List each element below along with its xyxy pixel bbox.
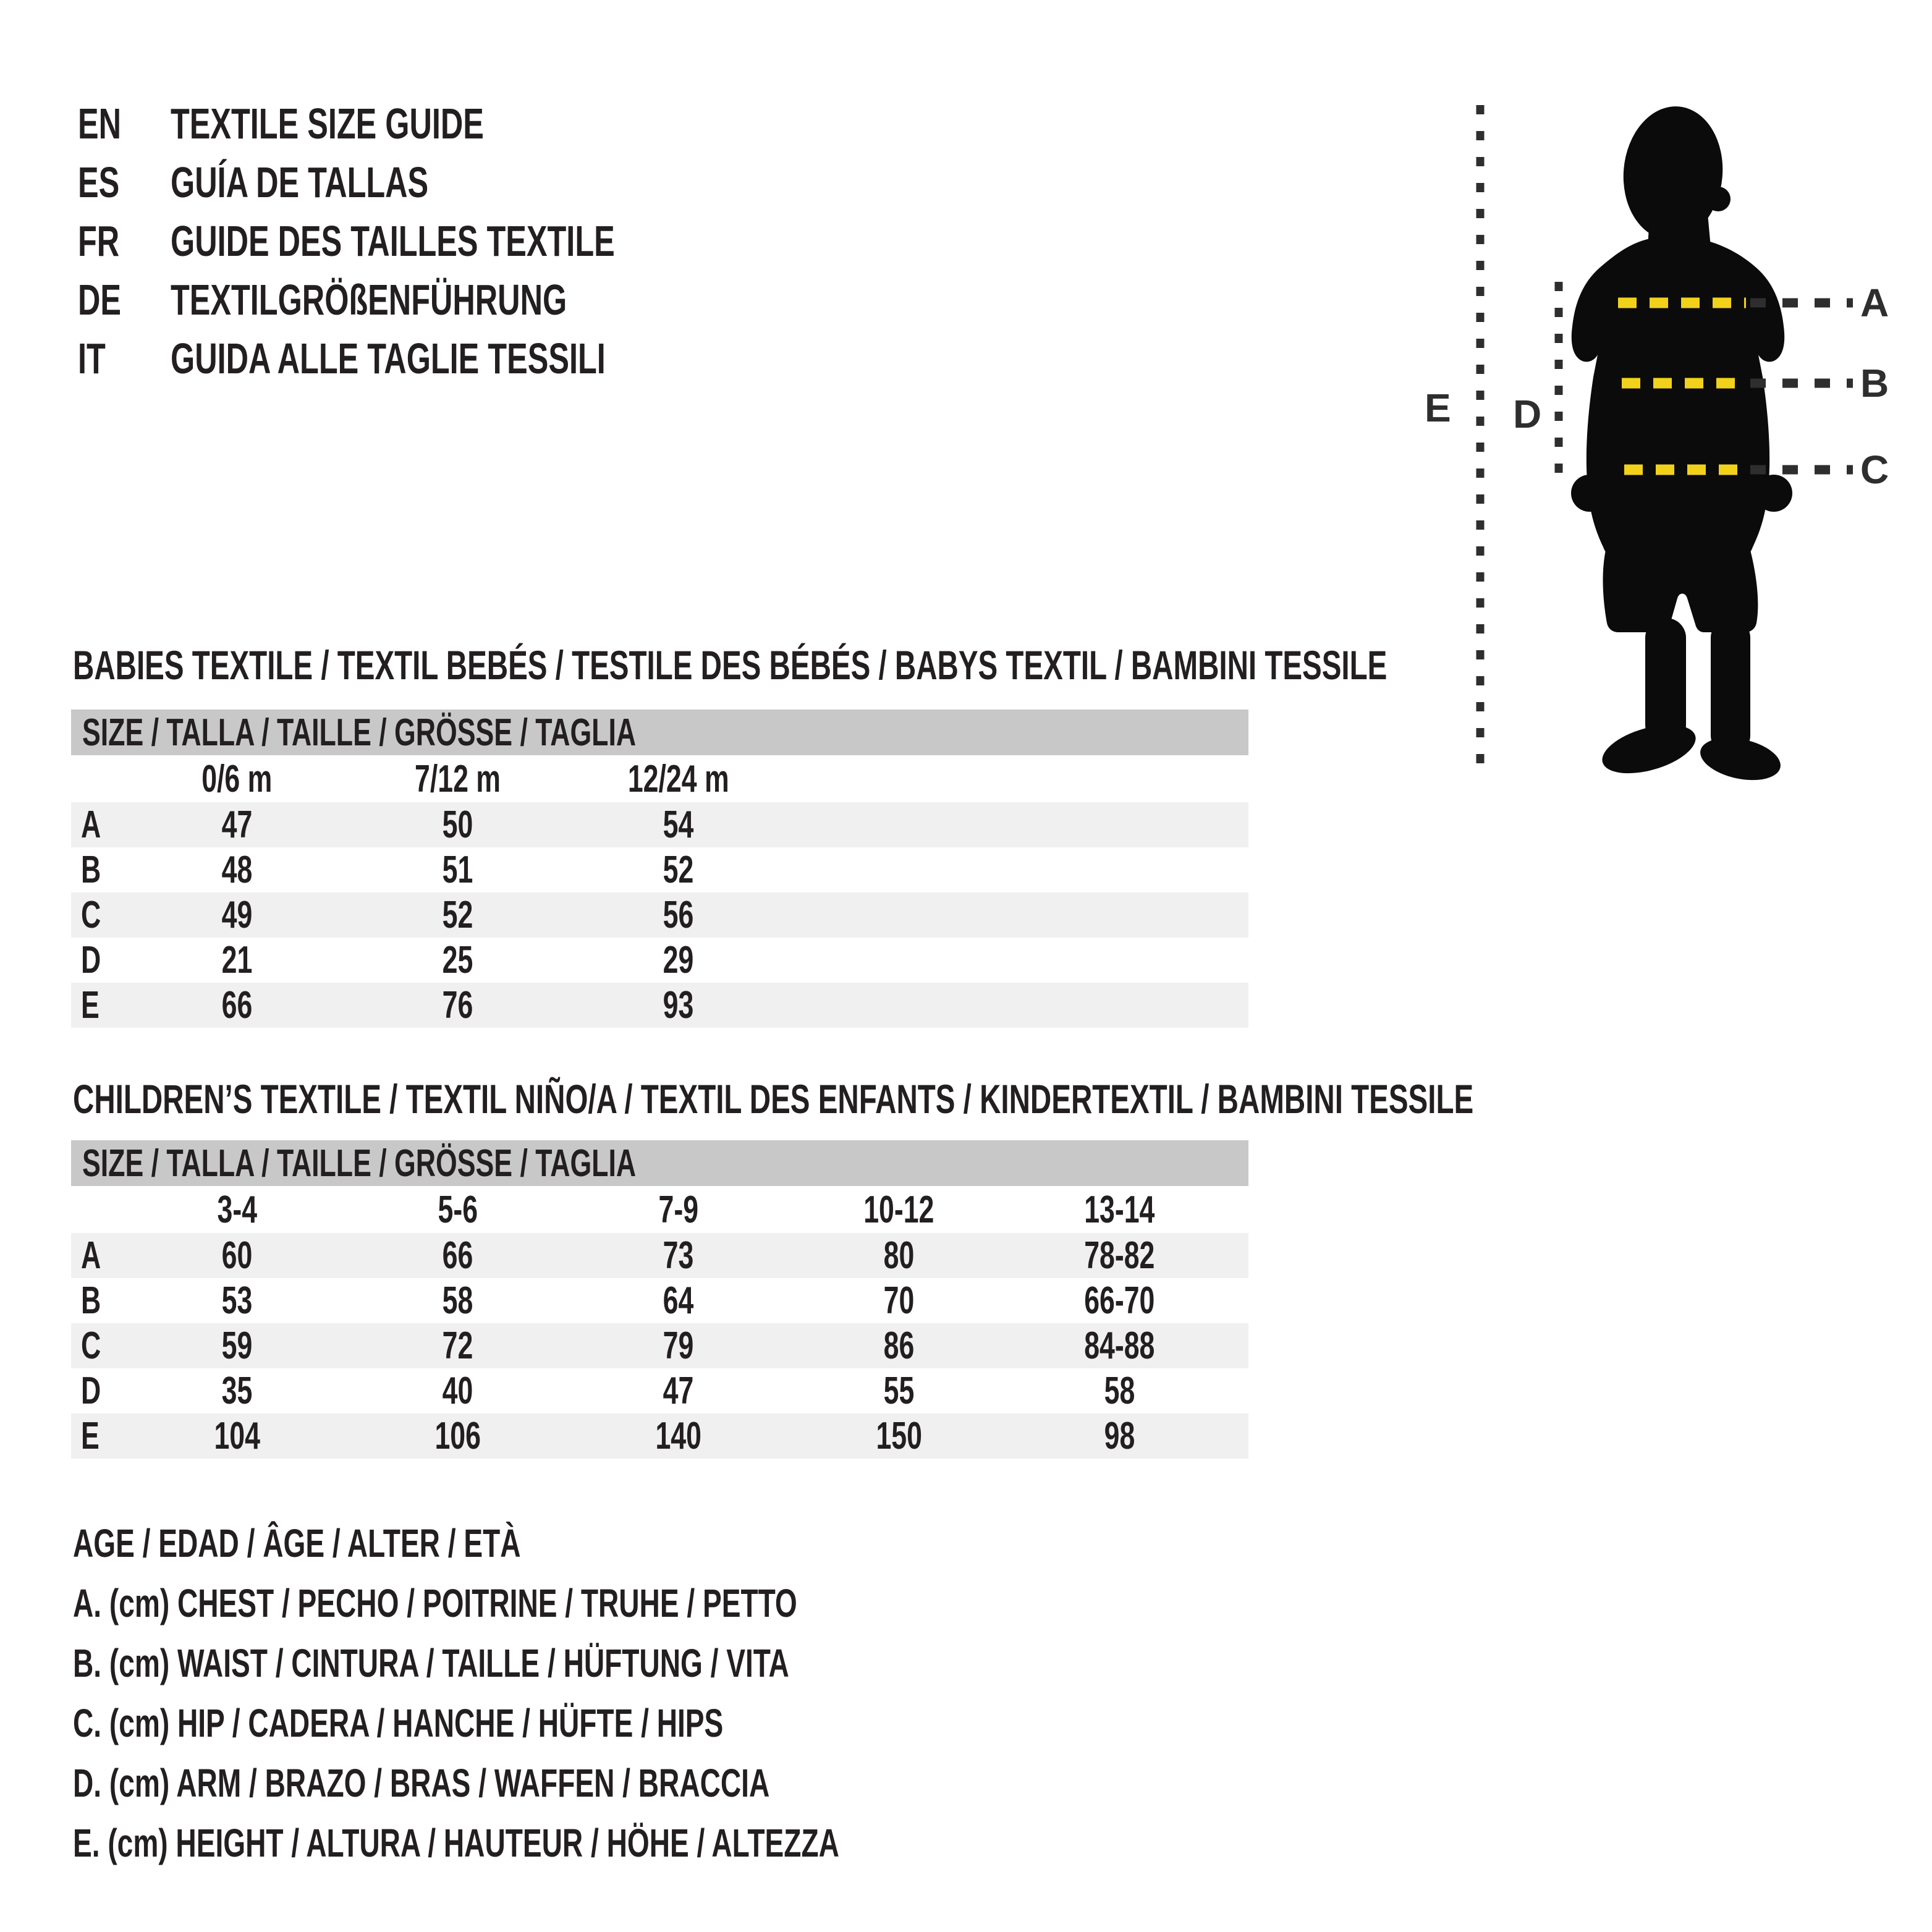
value-cell: 106 bbox=[434, 1415, 481, 1457]
legend-line-chest: A. (cm) CHEST / PECHO / POITRINE / TRUHE / PETTO bbox=[73, 1580, 797, 1625]
value-cell: 29 bbox=[663, 939, 694, 981]
row-label: A bbox=[81, 803, 101, 846]
table-row bbox=[71, 1413, 1248, 1459]
value-cell: 140 bbox=[655, 1415, 701, 1457]
value-cell: 66-70 bbox=[1084, 1279, 1155, 1322]
language-code: IT bbox=[78, 334, 106, 383]
legend-line-hip: C. (cm) HIP / CADERA / HANCHE / HÜFTE / HIPS bbox=[73, 1700, 724, 1745]
value-cell: 47 bbox=[663, 1370, 694, 1412]
legend-line-arm: D. (cm) ARM / BRAZO / BRAS / WAFFEN / BRACCIA bbox=[73, 1760, 770, 1805]
column-header-cell: 7/12 m bbox=[415, 757, 501, 800]
column-header-cell: 7-9 bbox=[658, 1188, 698, 1231]
value-cell: 98 bbox=[1104, 1415, 1135, 1457]
value-cell: 80 bbox=[883, 1234, 915, 1277]
value-cell: 58 bbox=[442, 1279, 473, 1322]
value-cell: 53 bbox=[221, 1279, 253, 1322]
value-cell: 72 bbox=[442, 1324, 473, 1367]
language-code: FR bbox=[78, 216, 120, 265]
babies-column-header-row bbox=[71, 755, 1248, 802]
guide-title-de: TEXTILGRÖßENFÜHRUNG bbox=[171, 275, 567, 324]
value-cell: 54 bbox=[663, 803, 694, 846]
marker-d-label: D bbox=[1513, 392, 1542, 436]
value-cell: 76 bbox=[442, 984, 473, 1027]
row-label: D bbox=[81, 939, 101, 981]
children-size-header-bar: SIZE / TALLA / TAILLE / GRÖSSE / TAGLIA bbox=[71, 1140, 1248, 1186]
marker-a-label: A bbox=[1860, 281, 1889, 325]
value-cell: 48 bbox=[221, 849, 253, 891]
marker-e-label: E bbox=[1425, 386, 1451, 430]
row-label: B bbox=[81, 1279, 101, 1322]
language-code: EN bbox=[78, 99, 122, 148]
language-row-fr bbox=[78, 211, 787, 270]
children-table-title: CHILDREN’S TEXTILE / TEXTIL NIÑO/A / TEXTIL DES ENFANTS / KINDERTEXTIL / BAMBINI TESSILE bbox=[73, 1076, 1474, 1122]
value-cell: 84-88 bbox=[1084, 1324, 1155, 1367]
guide-title-es: GUÍA DE TALLAS bbox=[171, 158, 429, 206]
table-row bbox=[71, 983, 1248, 1028]
legend-line-height: E. (cm) HEIGHT / ALTURA / HAUTEUR / HÖHE / ALTEZZA bbox=[73, 1820, 839, 1865]
row-label: E bbox=[81, 984, 100, 1027]
language-row-de bbox=[78, 270, 787, 329]
babies-table bbox=[71, 710, 1248, 1028]
value-cell: 79 bbox=[663, 1324, 694, 1367]
table-row bbox=[71, 847, 1248, 892]
value-cell: 50 bbox=[442, 803, 473, 846]
table-row bbox=[71, 1278, 1248, 1323]
guide-title-fr: GUIDE DES TAILLES TEXTILE bbox=[171, 216, 615, 265]
marker-b-label: B bbox=[1860, 361, 1889, 405]
row-label: B bbox=[81, 849, 101, 891]
children-column-header-row bbox=[71, 1186, 1248, 1233]
legend-line-waist: B. (cm) WAIST / CINTURA / TAILLE / HÜFTUNG / VITA bbox=[73, 1640, 789, 1685]
column-header-cell: 5-6 bbox=[438, 1188, 478, 1231]
table-row bbox=[71, 892, 1248, 938]
babies-table-title: BABIES TEXTILE / TEXTIL BEBÉS / TESTILE DES BÉBÉS / BABYS TEXTIL / BAMBINI TESSILE bbox=[73, 642, 1388, 688]
value-cell: 73 bbox=[663, 1234, 694, 1277]
value-cell: 60 bbox=[221, 1234, 253, 1277]
value-cell: 93 bbox=[663, 984, 694, 1027]
value-cell: 52 bbox=[442, 894, 473, 936]
value-cell: 104 bbox=[214, 1415, 260, 1457]
language-code: ES bbox=[78, 158, 120, 206]
table-row bbox=[71, 1233, 1248, 1278]
children-table bbox=[71, 1140, 1248, 1459]
column-header-cell: 3-4 bbox=[217, 1188, 257, 1231]
value-cell: 59 bbox=[221, 1324, 253, 1367]
value-cell: 58 bbox=[1104, 1370, 1135, 1412]
value-cell: 47 bbox=[221, 803, 253, 846]
value-cell: 40 bbox=[442, 1370, 473, 1412]
value-cell: 86 bbox=[883, 1324, 915, 1367]
table-row bbox=[71, 1368, 1248, 1413]
value-cell: 25 bbox=[442, 939, 473, 981]
row-label: D bbox=[81, 1370, 101, 1412]
language-code: DE bbox=[78, 275, 122, 324]
value-cell: 150 bbox=[876, 1415, 922, 1457]
value-cell: 35 bbox=[221, 1370, 253, 1412]
table-row bbox=[71, 938, 1248, 983]
babies-size-header-bar: SIZE / TALLA / TAILLE / GRÖSSE / TAGLIA bbox=[71, 710, 1248, 755]
value-cell: 56 bbox=[663, 894, 694, 936]
table-row bbox=[71, 1323, 1248, 1368]
value-cell: 66 bbox=[221, 984, 253, 1027]
value-cell: 52 bbox=[663, 849, 694, 891]
guide-title-en: TEXTILE SIZE GUIDE bbox=[171, 99, 484, 148]
language-row-en bbox=[78, 94, 787, 153]
value-cell: 55 bbox=[883, 1370, 915, 1412]
row-label: C bbox=[81, 1324, 101, 1367]
column-header-cell: 12/24 m bbox=[627, 757, 729, 800]
measurement-legend bbox=[73, 1513, 1137, 1873]
value-cell: 70 bbox=[883, 1279, 915, 1322]
value-cell: 49 bbox=[221, 894, 253, 936]
legend-line-age: AGE / EDAD / ÂGE / ALTER / ETÀ bbox=[73, 1520, 521, 1566]
row-label: A bbox=[81, 1234, 101, 1277]
table-row bbox=[71, 802, 1248, 847]
guide-title-it: GUIDA ALLE TAGLIE TESSILI bbox=[171, 334, 606, 383]
row-label: E bbox=[81, 1415, 100, 1457]
value-cell: 66 bbox=[442, 1234, 473, 1277]
language-row-es bbox=[78, 153, 787, 211]
column-header-cell: 13-14 bbox=[1084, 1188, 1155, 1231]
column-header-cell: 10-12 bbox=[863, 1188, 934, 1231]
language-row-it bbox=[78, 329, 787, 388]
column-header-cell: 0/6 m bbox=[201, 757, 273, 800]
value-cell: 64 bbox=[663, 1279, 694, 1322]
value-cell: 21 bbox=[221, 939, 253, 981]
language-title-list bbox=[78, 94, 787, 388]
marker-c-label: C bbox=[1860, 447, 1889, 492]
value-cell: 78-82 bbox=[1084, 1234, 1155, 1277]
value-cell: 51 bbox=[442, 849, 473, 891]
row-label: C bbox=[81, 894, 101, 936]
